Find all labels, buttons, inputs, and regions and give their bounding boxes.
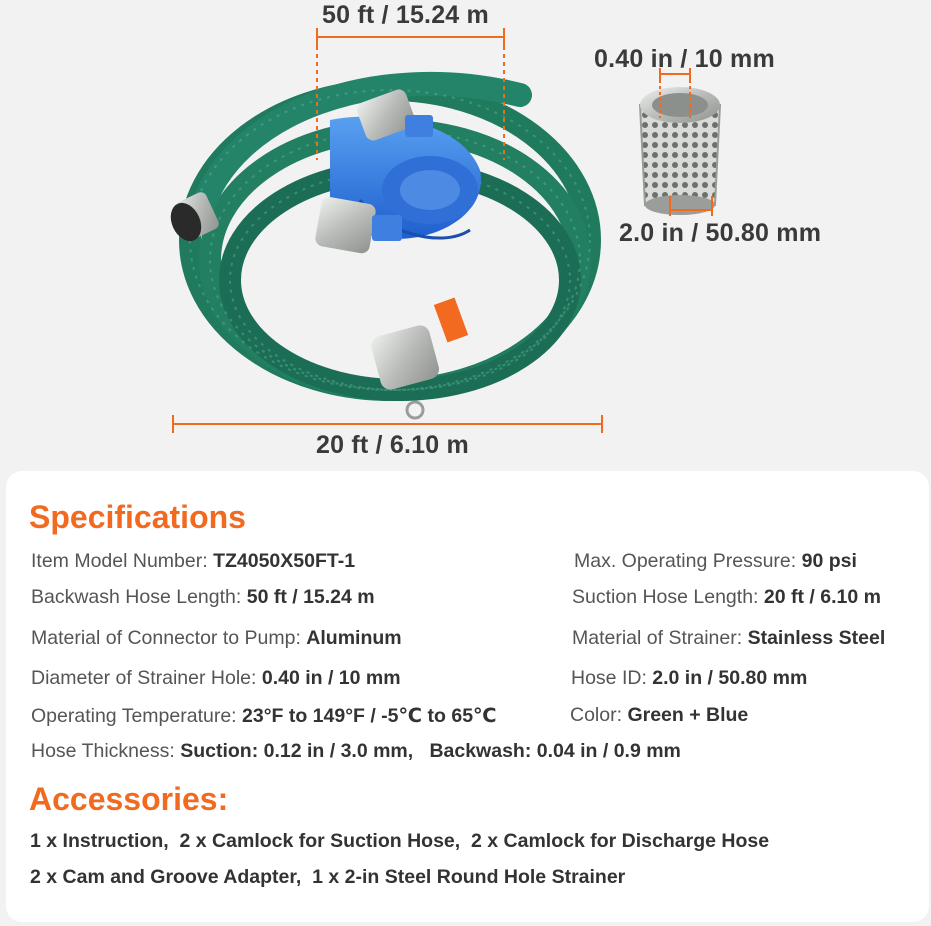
strainer-hole-label: 0.40 in / 10 mm: [594, 45, 775, 73]
spec-label: Material of Strainer:: [572, 627, 748, 649]
spec-hose-thickness: [31, 740, 681, 763]
spec-color: [570, 704, 748, 727]
specifications-heading: Specifications: [29, 499, 246, 535]
spec-label: Item Model Number:: [31, 550, 214, 572]
spec-max-pressure: [574, 550, 857, 573]
spec-value: Suction: 0.12 in / 3.0 mm, Backwash: 0.04 in / 0.9 mm: [180, 740, 681, 762]
spec-label: Max. Operating Pressure:: [574, 550, 802, 572]
backwash-length-label: 50 ft / 15.24 m: [322, 1, 489, 29]
spec-label: Suction Hose Length:: [572, 586, 764, 608]
spec-value: 50 ft / 15.24 m: [246, 586, 375, 608]
spec-value: 2.0 in / 50.80 mm: [652, 667, 808, 689]
spec-value: 90 psi: [801, 550, 857, 572]
specifications-card: [6, 471, 929, 922]
spec-strainer-material: [572, 627, 885, 650]
spec-label: Material of Connector to Pump:: [31, 627, 307, 649]
spec-label: Operating Temperature:: [31, 705, 243, 727]
spec-value: Aluminum: [306, 627, 402, 649]
strainer-diameter-label: 2.0 in / 50.80 mm: [619, 219, 822, 247]
spec-value: 20 ft / 6.10 m: [763, 586, 881, 608]
strainer: [640, 87, 720, 215]
spec-value: Green + Blue: [627, 704, 749, 726]
spec-suction-length: [572, 586, 881, 609]
spec-connector-material: [31, 627, 402, 650]
spec-strainer-hole: [31, 667, 401, 690]
spec-value: TZ4050X50FT-1: [213, 550, 356, 572]
spec-label: Backwash Hose Length:: [31, 586, 247, 608]
spec-operating-temperature: [31, 704, 497, 728]
spec-label: Hose Thickness:: [31, 740, 181, 762]
accessories-line: 2 x Cam and Groove Adapter, 1 x 2-in Steel Round Hole Strainer: [30, 866, 626, 888]
suction-length-label: 20 ft / 6.10 m: [316, 431, 469, 459]
spec-value: 23°F to 149°F / -5℃ to 65℃: [242, 705, 497, 727]
spec-label: Hose ID:: [571, 667, 653, 689]
spec-value: 0.40 in / 10 mm: [261, 667, 401, 689]
spec-hose-id: [571, 667, 807, 690]
accessories-line: 1 x Instruction, 2 x Camlock for Suction Hose, 2 x Camlock for Discharge Hose: [30, 830, 770, 852]
spec-label: Diameter of Strainer Hole:: [31, 667, 262, 689]
spec-value: Stainless Steel: [747, 627, 886, 649]
spec-label: Color:: [570, 704, 628, 726]
accessories-heading: Accessories:: [29, 781, 229, 817]
spec-item-model: [31, 550, 355, 573]
spec-backwash-length: [31, 586, 375, 609]
